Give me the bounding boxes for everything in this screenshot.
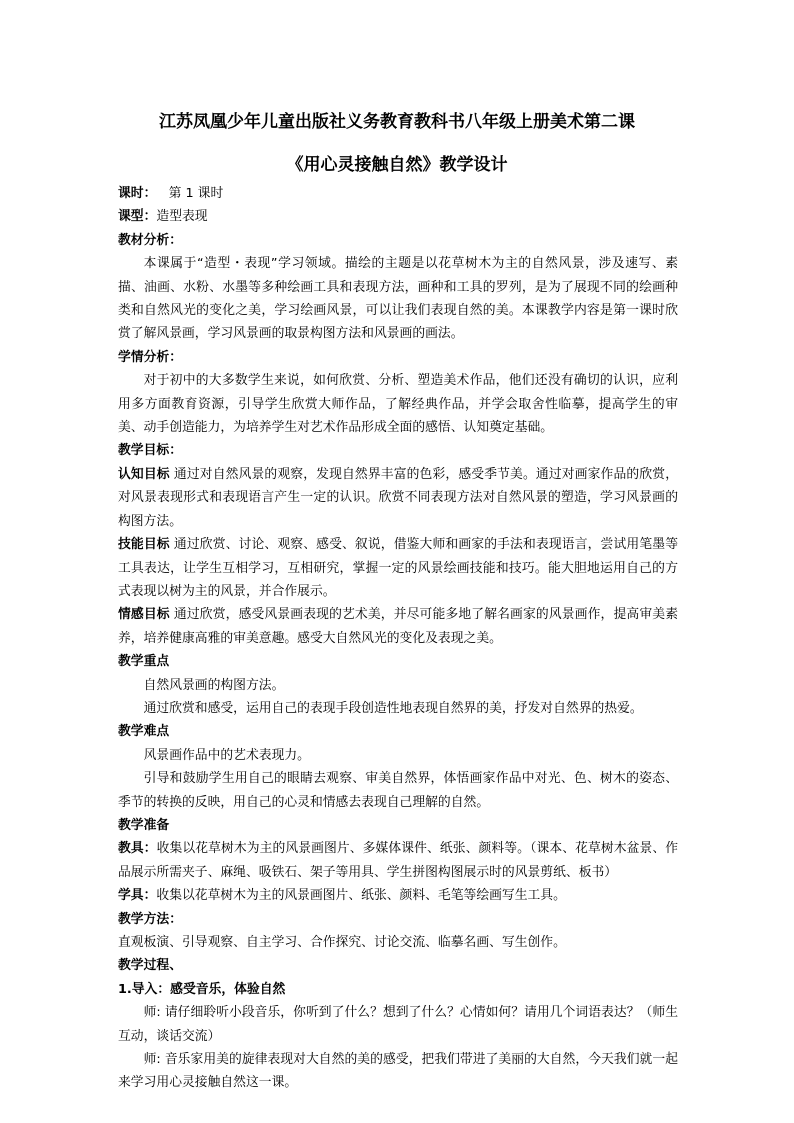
goal-cognitive: [118, 463, 678, 533]
step1-heading: 1.导入：感受音乐，体验自然: [118, 981, 286, 997]
method-heading: 教学方法：: [118, 911, 182, 927]
goal-emotion-text: 通过欣赏，感受风景画表现的艺术美，并尽可能多地了解名画家的风景画作，提高审美素养，培养健康高雅的审美意趣。感受大自然风光的变化及表现之美。: [118, 607, 678, 646]
teacher-tools: 教具：收集以花草树木为主的风景画图片、多媒体课件、纸张、颜料等。（课本、花草树木盆景、作品展示所需夹子、麻绳、吸铁石、架子等用具、学生拼图构图展示时的风景剪纸、板书）: [118, 841, 678, 880]
type-line: [118, 205, 678, 228]
student-tools-label: 学具: [118, 888, 144, 904]
focus-heading: 教学重点: [118, 654, 170, 670]
goals-heading: 教学目标：: [118, 443, 182, 459]
student-tools-text: 收集以花草树木为主的风景画图片、纸张、颜料、毛笔等绘画写生工具。: [156, 888, 566, 904]
difficulty-item-1: 风景画作品中的艺术表现力。: [143, 747, 310, 763]
step1-text-1: 师: 请仔细聆听小段音乐，你听到了什么？想到了什么？心情如何？请用几个词语表达？（师生互动，谈话交流）: [118, 1005, 678, 1044]
goal-cognitive-text: 通过对自然风景的观察，发现自然界丰富的色彩，感受季节美。通过对画家作品的欣赏，对风景表现形式和表现语言产生一定的认识。欣赏不同表现方法对自然风景的塑造，学习风景画的构图方法。: [118, 466, 678, 529]
focus-item-2: 通过欣赏和感受，运用自己的表现手段创造性地表现自然界的美，抒发对自然界的热爱。: [143, 700, 643, 716]
teacher-tools-text: 收集以花草树木为主的风景画图片、多媒体课件、纸张、颜料等。（课本、花草树木盆景、作品展示所需夹子、麻绳、吸铁石、架子等用具、学生拼图构图展示时的风景剪纸、板书）: [118, 841, 678, 880]
goal-skill: [118, 533, 678, 603]
student-heading: 学情分析：: [118, 349, 182, 365]
type-label: 课型：: [118, 209, 157, 225]
period-value: 第 1 课时: [168, 186, 224, 201]
prep-heading: 教学准备: [118, 817, 170, 833]
document-title-line1: 江苏凤凰少年儿童出版社义务教育教科书八年级上册美术第二课: [159, 112, 635, 132]
student-tools: 学具：收集以花草树木为主的风景画图片、纸张、颜料、毛笔等绘画写生工具。: [118, 888, 566, 904]
goal-skill-text: 通过欣赏、讨论、观察、感受、叙说，借鉴大师和画家的手法和表现语言，尝试用笔墨等工具表达，让学生互相学习，互相研究，掌握一定的风景绘画技能和技巧。能大胆地运用自己的方式表现以树为主的风景，并合作展示。: [118, 537, 678, 599]
step1-text-2: 师: 音乐家用美的旋律表现对大自然的美的感受，把我们带进了美丽的大自然，今天我们就一起来学习用心灵接触自然这一课。: [118, 1052, 678, 1091]
goal-emotion: [118, 603, 678, 650]
student-text: 对于初中的大多数学生来说，如何欣赏、分析、塑造美术作品，他们还没有确切的认识，应利用多方面教育资源，引导学生欣赏大师作品，了解经典作品，并学会取舍性临摹，提高学生的审美、动手创造能力，为培养学生对艺术作品形成全面的感悟、认知奠定基础。: [118, 373, 678, 436]
type-value: 造型表现: [156, 209, 208, 225]
goal-cognitive-label: 认知目标: [118, 466, 170, 482]
teacher-tools-label: 教具: [118, 841, 144, 857]
process-heading: 教学过程、: [118, 958, 182, 974]
document-body: [118, 182, 678, 1095]
period-line: [118, 182, 678, 205]
goal-emotion-label: 情感目标: [118, 607, 170, 623]
material-heading: 教材分析：: [118, 232, 182, 248]
focus-item-1: 自然风景画的构图方法。: [143, 677, 285, 693]
difficulty-item-2: 引导和鼓励学生用自己的眼睛去观察、审美自然界，体悟画家作品中对光、色、树木的姿态、季节的转换的反映，用自己的心灵和情感去表现自己理解的自然。: [118, 771, 678, 810]
method-text: 直观板演、引导观察、自主学习、合作探究、讨论交流、临摹名画、写生创作。: [118, 935, 566, 950]
material-text: 本课属于“造型・表现”学习领域。描绘的主题是以花草树木为主的自然风景，涉及速写、素描、油画、水粉、水墨等多种绘画工具和表现方法，画种和工具的罗列，是为了展现不同的绘画种类和自然风光的变化之美，学习绘画风景，可以让我们表现自然的美。本课教学内容是第一课时欣赏了解风景画，学习风景画的取景构图方法和风景画的画法。: [118, 256, 678, 342]
goal-skill-label: 技能目标: [118, 537, 170, 553]
period-label: 课时：: [118, 186, 157, 201]
document-title-line2: 《用心灵接触自然》教学设计: [286, 155, 508, 175]
difficulty-heading: 教学难点: [118, 724, 170, 740]
